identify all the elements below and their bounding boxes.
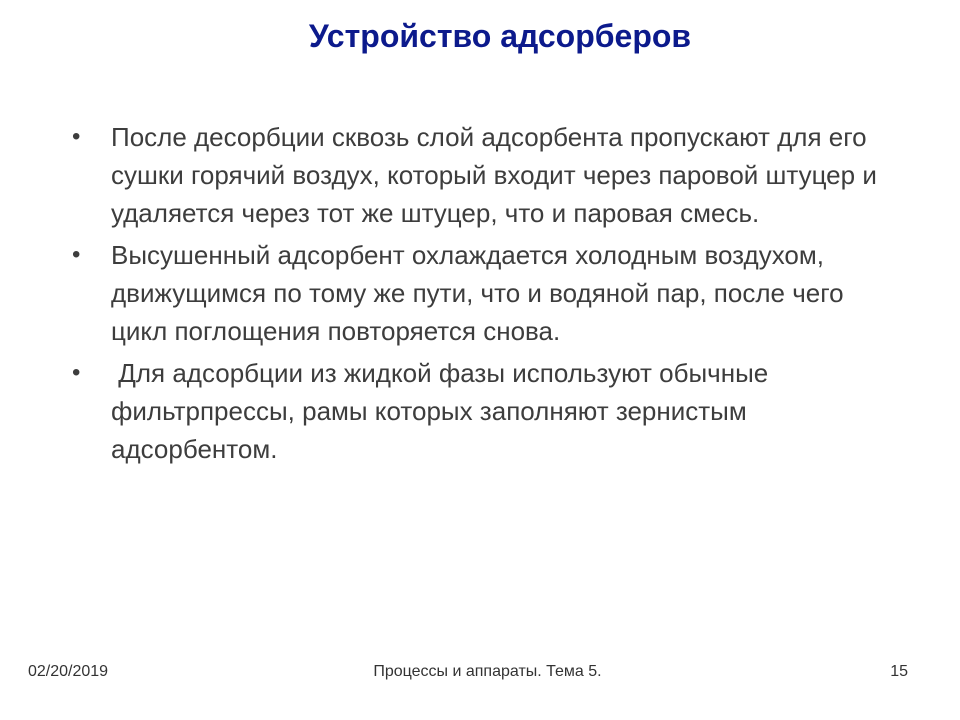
bullet-item <box>72 236 902 350</box>
bullet-dot-icon: • <box>72 359 81 386</box>
footer-date: 02/20/2019 <box>28 663 109 680</box>
bullet-text: Для адсорбции из жидкой фазы используют обычные фильтрпрессы, рамы которых заполняют зернистым адсорбентом. <box>111 358 776 464</box>
bullet-dot-icon: • <box>72 123 81 150</box>
bullet-list <box>72 118 902 468</box>
bullet-item <box>72 354 902 468</box>
page-number: 15 <box>890 663 908 680</box>
bullet-text: Высушенный адсорбент охлаждается холодным воздухом, движущимся по тому же пути, что и водяной пар, после чего цикл поглощения повторяется снова. <box>111 240 844 346</box>
bullet-text: После десорбции сквозь слой адсорбента пропускают для его сушки горячий воздух, который входит через паровой штуцер и удаляется через тот же штуцер, что и паровая смесь. <box>111 122 877 228</box>
bullet-dot-icon: • <box>72 241 81 268</box>
footer-title: Процессы и аппараты. Тема 5. <box>373 663 602 680</box>
bullet-item <box>72 118 902 232</box>
slide-title: Устройство адсорберов <box>308 18 692 54</box>
